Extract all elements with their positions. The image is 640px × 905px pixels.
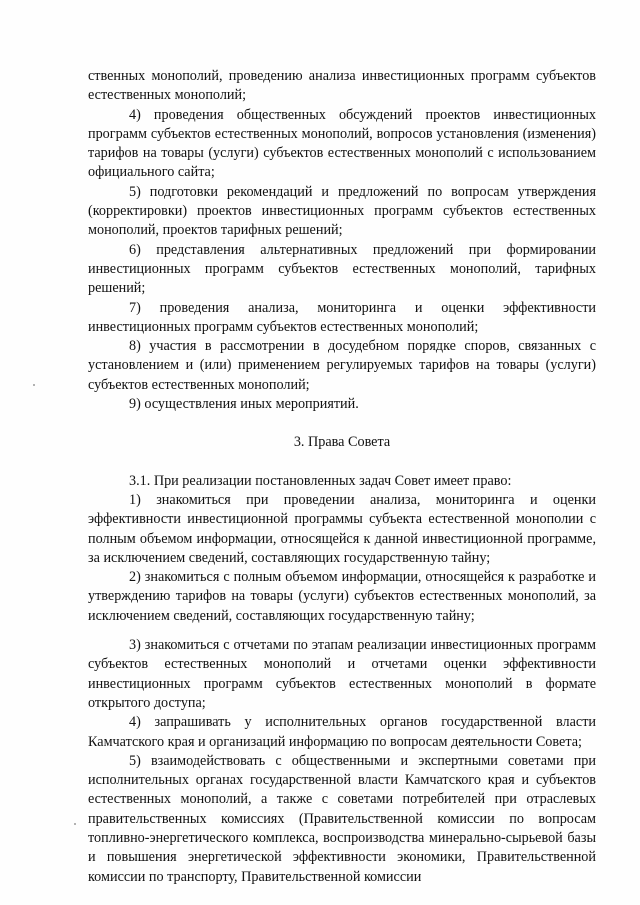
scan-speck <box>33 384 35 386</box>
section-intro: 3.1. При реализации постановленных задач Совет имеет право: <box>129 472 512 489</box>
paragraph-gap <box>88 626 596 636</box>
scan-speck <box>74 823 76 825</box>
document-body <box>88 67 596 887</box>
right-item-3: 3) знакомиться с отчетами по этапам реализации инвестиционных программ субъектов естественных монополий и отчетами оценки эффективности инвестиционных программ субъектов естественных монополий в формате открытого доступа; <box>88 637 596 711</box>
section-heading: 3. Права Совета <box>293 434 391 451</box>
right-item-1: 1) знакомиться при проведении анализа, мониторинга и оценки эффективности инвестиционной программы субъекта естественной монополии с полным объемом информации, относящейся к данной инвестиционной программе, за исключением сведений, составляющих государственную тайну; <box>88 491 596 566</box>
list-item-8: 8) участия в рассмотрении в досудебном порядке споров, связанных с установлением и (или) применением регулируемых тарифов на товары (услуги) субъектов естественных монополий; <box>88 338 596 393</box>
list-item-7: 7) проведения анализа, мониторинга и оценки эффективности инвестиционных программ субъектов естественных монополий; <box>88 299 596 335</box>
list-item-4: 4) проведения общественных обсуждений проектов инвестиционных программ субъектов естественных монополий, вопросов установления (изменения) тарифов на товары (услуги) субъектов естественных монополий с использованием официального сайта; <box>88 106 596 181</box>
list-item-9: 9) осуществления иных мероприятий. <box>129 396 359 413</box>
list-item-6: 6) представления альтернативных предложений при формировании инвестиционных программ субъектов естественных монополий, тарифных решений; <box>88 241 596 297</box>
right-item-5: 5) взаимодействовать с общественными и экспертными советами при исполнительных органах государственной власти Камчатского края и субъектов естественных монополий, а также с советами потребителей при отраслевых правительственных комиссиях (Правительственной комиссии по вопросам топливно-энергетического комплекса, воспроизводства минерально-сырьевой базы и повышения энергетической эффективности экономики, Правительственной комиссии по транспорту, Правительственной комиссии <box>88 752 596 885</box>
list-item-5: 5) подготовки рекомендаций и предложений по вопросам утверждения (корректировки) проектов инвестиционных программ субъектов естественных монополий, проектов тарифных решений; <box>88 183 596 239</box>
paragraph-continuation: ственных монополий, проведению анализа инвестиционных программ субъектов естественных монополий; <box>88 68 596 104</box>
right-item-2: 2) знакомиться с полным объемом информации, относящейся к разработке и утверждению тарифов на товары (услуги) субъектов естественных монополий, за исключением сведений, составляющих государственную тайну; <box>88 569 596 624</box>
right-item-4: 4) запрашивать у исполнительных органов государственной власти Камчатского края и организаций информацию по вопросам деятельности Совета; <box>88 714 596 750</box>
